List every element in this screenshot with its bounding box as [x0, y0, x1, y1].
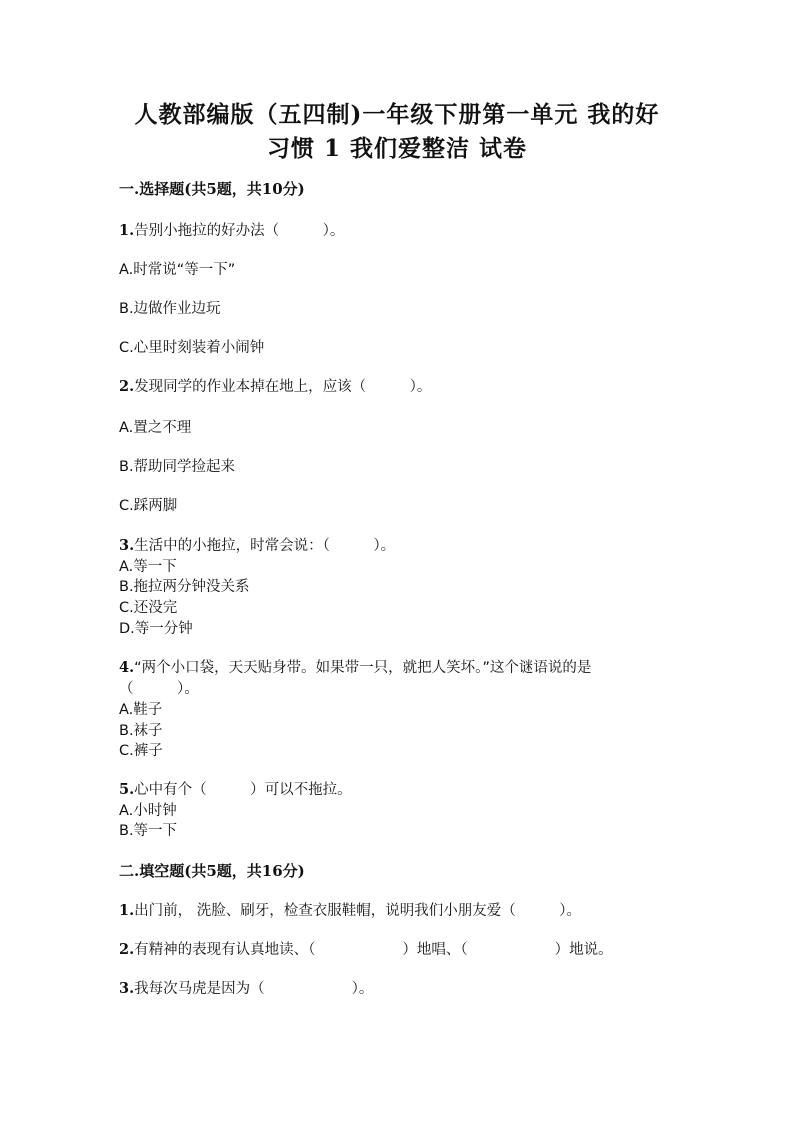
fill-question-3: [119, 977, 373, 998]
option-a: A.置之不理: [119, 420, 192, 436]
option-c: C.心里时刻装着小闹钟: [119, 340, 265, 356]
option-c: C.还没完: [119, 600, 178, 616]
option-b: B.袜子: [119, 723, 163, 739]
question-4: [119, 656, 591, 677]
option-b: B.边做作业边玩: [119, 301, 221, 317]
question-text: 心中有个（ ）可以不拖拉。: [134, 782, 352, 798]
question-text: 有精神的表现有认真地读、（ ）地唱、（ ）地说。: [134, 942, 613, 958]
option-c: C.踩两脚: [119, 498, 178, 514]
question-number: 4.: [119, 659, 135, 676]
question-number: 2.: [119, 378, 135, 395]
section-heading-choice: 一.选择题(共5题，共10分): [119, 180, 305, 198]
question-number: 2.: [119, 941, 135, 958]
question-number: 3.: [119, 537, 135, 554]
option-a: A.时常说“等一下”: [119, 262, 236, 278]
option-b: B.拖拉两分钟没关系: [119, 579, 250, 595]
question-text: 出门前， 洗脸、刷牙，检查衣服鞋帽，说明我们小朋友爱（ ）。: [134, 903, 581, 919]
question-text: “两个小口袋，天天贴身带。如果带一只，就把人笑坏。”这个谜语说的是: [134, 660, 592, 676]
question-number: 3.: [119, 980, 135, 997]
option-b: B.等一下: [119, 823, 178, 839]
question-number: 1.: [119, 222, 135, 239]
exam-title-line-1: 人教部编版（五四制)一年级下册第一单元 我的好: [134, 101, 660, 128]
question-text: 告别小拖拉的好办法（ ）。: [134, 223, 345, 239]
option-b: B.帮助同学捡起来: [119, 459, 236, 475]
option-a: A.鞋子: [119, 702, 163, 718]
question-number: 1.: [119, 902, 135, 919]
option-c: C.裤子: [119, 743, 163, 759]
question-text: 生活中的小拖拉，时常会说：（ ）。: [134, 538, 396, 554]
question-1: [119, 219, 344, 240]
exam-title-line-2: 习惯 1 我们爱整洁 试卷: [266, 135, 528, 162]
fill-question-2: [119, 938, 613, 959]
fill-question-1: [119, 899, 581, 920]
question-text: 发现同学的作业本掉在地上，应该（ ）。: [134, 379, 432, 395]
question-text: 我每次马虎是因为（ ）。: [134, 981, 374, 997]
question-2: [119, 375, 431, 396]
option-a: A.小时钟: [119, 803, 177, 819]
section-heading-fill-blank: 二.填空题(共5题，共16分): [119, 862, 305, 880]
option-d: D.等一分钟: [119, 621, 193, 637]
question-4-continuation: （ ）。: [119, 681, 199, 697]
question-5: [119, 778, 352, 799]
option-a: A.等一下: [119, 559, 177, 575]
question-3: [119, 534, 395, 555]
question-number: 5.: [119, 781, 135, 798]
